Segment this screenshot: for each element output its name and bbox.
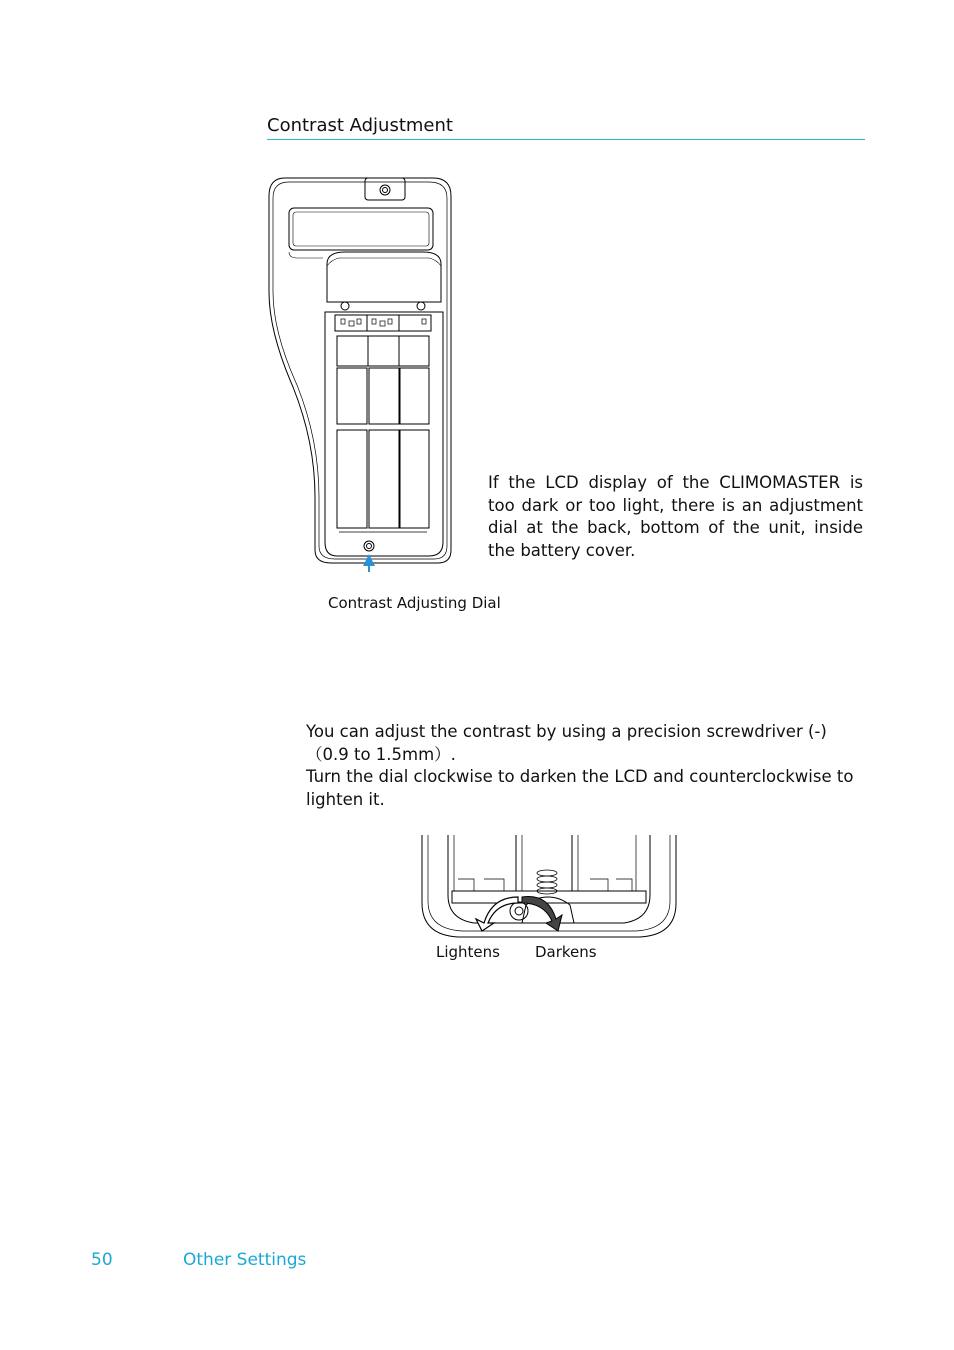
lightens-label: Lightens [436,943,500,961]
footer-section-title: Other Settings [183,1250,307,1270]
instruction-line-1: You can adjust the contrast by using a precision screwdriver (-)（0.9 to 1.5mm）. [306,722,827,764]
callout-arrow [363,554,375,572]
instruction-line-2: Turn the dial clockwise to darken the LCD and counterclockwise to lighten it. [306,767,854,809]
device-outline [269,178,451,563]
lcd-window [289,208,433,250]
page-number: 50 [91,1250,113,1270]
device-back-illustration [265,172,465,572]
callout-label: Contrast Adjusting Dial [328,594,501,612]
instructions [306,721,863,811]
top-button [365,178,405,200]
battery-cover [327,252,441,302]
lighten-arrow [476,897,518,931]
dial-closeup-illustration [418,835,680,943]
contrast-dial [364,541,374,551]
spring [537,870,557,894]
section-title: Contrast Adjustment [267,114,865,140]
darkens-label: Darkens [535,943,597,961]
description-paragraph: If the LCD display of the CLIMOMASTER is too dark or too light, there is an adjustment dial at the back, bottom of the unit, inside the battery cover. [488,473,863,560]
dial-screw [510,902,528,920]
